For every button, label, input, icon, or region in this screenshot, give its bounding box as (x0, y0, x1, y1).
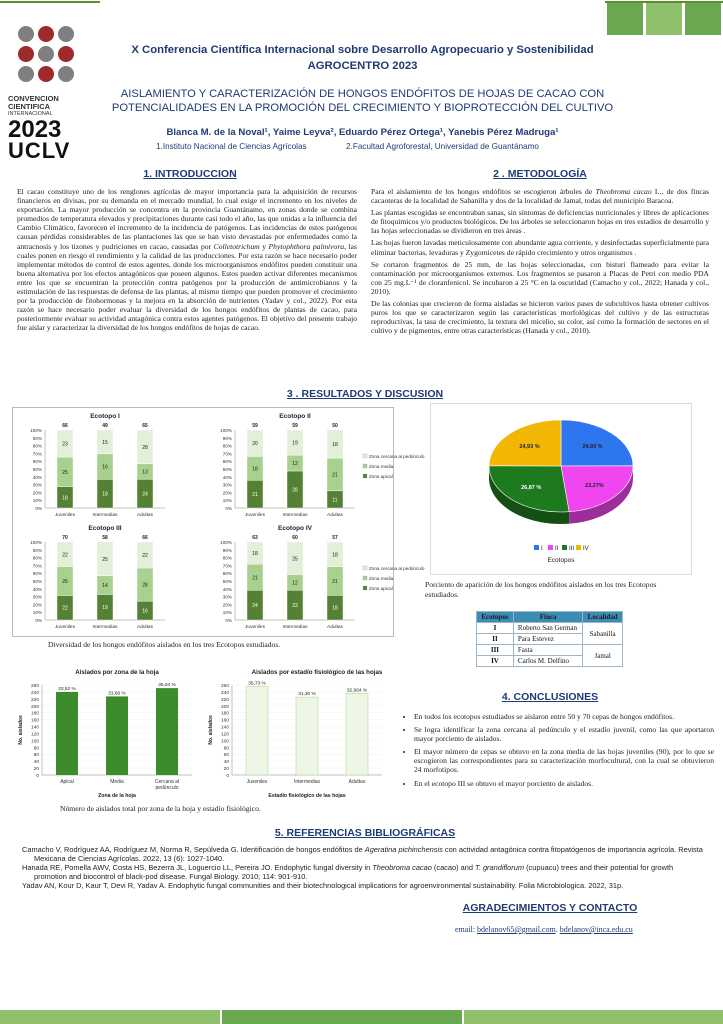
bar-value-label: 15 (102, 439, 108, 446)
y-tick-label: 90% (32, 435, 42, 441)
y-tick-label: 80% (222, 443, 232, 449)
y-tick-label: 260 (220, 684, 229, 689)
y-tick-label: 60% (32, 459, 42, 465)
pie-legend-label: III (569, 546, 575, 552)
ecotopo-title: Ecotopo III (88, 525, 122, 532)
x-tick-label: Intermedias (282, 625, 308, 630)
pie-caption: Porciento de aparición de los hongos endófitos aislados en los tres Ecotopos estudiados. (425, 580, 657, 599)
x-tick-label: Intermedias (293, 779, 321, 785)
y-tick-label: 20% (32, 490, 42, 496)
legend-swatch (363, 474, 367, 478)
y-tick-label: 40% (222, 474, 232, 480)
bar-total-label: 66 (142, 535, 148, 541)
table-row: III Fasta Jamal (477, 645, 623, 656)
y-tick-label: 60 (223, 753, 229, 759)
reference-1: Camacho V, Rodríguez AA, Rodríguez M, Norma R, Sepúlveda G. Identificación de hongos endófitos de Ageratina pichinchensis con actividad antagónica contra fitopatógenos de importancia agrícola. Revista Mexicana de Ciencias Agrícolas. 2022, 13 (6): 1027-1040. (22, 845, 703, 863)
x-tick-label: Adultas (137, 513, 153, 518)
contact-prefix: email: (455, 925, 477, 934)
bar-chart-title: Aislados por zona de la hoja (75, 669, 159, 676)
intro-paragraph: El cacao constituye uno de los renglones agrícolas de mayor importancia para la adquisición de recursos financieros en divisas, por su demanda en el mercado mundial, lo cual exige el incremento en los niveles de exportación. La mayor producción se concentra en la provincia Guantánamo, en zonas donde se combina promedios de temperatura elevados y precipitaciones durante casi todo el año, las que unidas a la influencia del Cambio Climático, favorecen el incremento de la incidencia de patógenos. Las incidencias de estos patógenos causan pérdidas considerables de las plantaciones las que se han visto devastadas por enfermedades como la antracnosis y los tizones y pudriciones en cacao, causadas por Colletotrichum y Phytophthora palmivora, las cuales ponen en riesgo el rendimiento y la calidad de las producciones. Por esta razón se hace necesario poder implementar métodos de control de estos agentes, donde los microorganismos endófitos pueden constituir una buena alternativa por los efectos antagónicos que poseen algunos. Estos pueden activar diferentes mecanismos entre los que se encuentran la protección contra patógenos por la producción de antimicrobianos y la estimulación de las respuestas de defensa de las plantas, al mismo tiempo que pueden promover el crecimiento por la producción de fitohormonas y la mejora en la absorción de nutrientes (Yadav y col., 2022). Por esta razón se hace necesario poder evaluar la diversidad de los hongos endófitos de plantas de cacao, para posteriormente evaluar su actividad antagónica contra estos agentes patógenos. El objetivo del presente trabajo fue aislar y caracterizar la diversidad de los hongos endófitos de hojas de cacao. (17, 187, 357, 333)
bar-value-label: 14 (102, 583, 108, 590)
bar-value-label: 12 (292, 580, 298, 587)
conference-logo (8, 20, 84, 163)
pie-slice-label: 26,87 % (521, 485, 542, 492)
y-tick-label: 100% (220, 540, 232, 545)
y-tick-label: 0 (226, 774, 229, 779)
bar-total-label: 58 (102, 535, 108, 541)
y-tick-label: 10% (32, 498, 42, 504)
x-tick-label: Juveniles (246, 779, 268, 785)
bar-value-label: 22 (62, 605, 68, 612)
pie-legend-swatch (534, 545, 539, 550)
y-tick-label: 180 (30, 711, 39, 717)
y-tick-label: 80% (32, 443, 42, 449)
y-tick-label: 160 (30, 718, 39, 724)
x-tick-label: pedúnculo (155, 785, 179, 791)
table-localidad-2: Jamal (583, 645, 623, 667)
referencias-title: 5. REFERENCIAS BIBLIOGRÁFICAS (274, 827, 456, 839)
bar-value-label: 28 (142, 444, 148, 451)
bar-chart-title: Aislados por estadío fisiológico de las hojas (251, 669, 383, 676)
email-link-1[interactable]: bdelanov65@gmail.com (477, 925, 556, 934)
ecotopos-stacked-charts (13, 408, 425, 636)
y-tick-label: 160 (220, 718, 229, 724)
y-tick-label: 80 (33, 746, 39, 752)
bar-value-label: 22 (142, 553, 148, 559)
y-tick-label: 20 (223, 767, 229, 773)
bar-value-label: 18 (332, 552, 338, 559)
bar-value-label: 18 (102, 491, 108, 498)
bar-data-label: 35,04 % (158, 683, 176, 689)
pie-legend-label: II (555, 546, 559, 552)
x-tick-label: Intermedias (92, 513, 118, 518)
bar-value-label: 20 (252, 441, 258, 448)
bar-value-label: 25 (62, 469, 68, 476)
y-tick-label: 40% (222, 586, 232, 592)
y-tick-label: 70% (222, 563, 232, 569)
footer-green-block-2 (222, 1010, 462, 1024)
bar-value-label: 16 (102, 464, 108, 471)
bar-value-label: 16 (142, 608, 148, 615)
table-row: I Roberto San German Sabanilla (477, 623, 623, 634)
y-tick-label: 140 (30, 725, 39, 731)
y-tick-label: 0% (35, 506, 42, 511)
y-tick-label: 240 (220, 690, 229, 696)
bar-value-label: 21 (252, 575, 258, 582)
y-tick-label: 100% (30, 540, 42, 545)
y-tick-label: 30% (32, 594, 42, 600)
x-tick-label: Juveniles (55, 513, 75, 518)
x-tick-label: Intermedias (282, 513, 308, 518)
affiliation-2: 2.Facultad Agroforestal, Universidad de Guantánamo (346, 142, 539, 151)
ecotopo-title: Ecotopo I (90, 413, 120, 420)
poster-title-line-1: AISLAMIENTO Y CARACTERIZACIÓN DE HONGOS ENDÓFITOS DE HOJAS DE CACAO CON (120, 88, 605, 100)
footer-green-block-3 (464, 1010, 723, 1024)
pie-slice-label: 24,93 % (519, 443, 540, 450)
conclusiones-title: 4. CONCLUSIONES (501, 691, 599, 703)
y-tick-label: 0% (225, 618, 232, 623)
aislados-bar-chart (18, 669, 192, 799)
x-tick-label: Media (110, 779, 124, 785)
legend-swatch (363, 576, 367, 580)
footer-green-block-1 (0, 1010, 220, 1024)
bar-total-label: 59 (292, 423, 298, 429)
pie-legend-title: Ecotopos (547, 557, 575, 564)
aislados-bar-chart (208, 669, 383, 799)
bar-total-label: 70 (62, 535, 68, 541)
logo-org: UCLV (8, 138, 71, 163)
bar-value-label: 18 (332, 442, 338, 449)
y-tick-label: 40 (33, 760, 39, 766)
bar (296, 697, 318, 775)
y-tick-label: 40 (223, 760, 229, 766)
table-header-finca: Finca (513, 612, 582, 623)
y-tick-label: 10% (32, 610, 42, 616)
logo-line-1: CONVENCION (8, 94, 59, 103)
aislados-bar-charts (12, 663, 397, 801)
y-tick-label: 30% (32, 482, 42, 488)
y-tick-label: 180 (220, 711, 229, 717)
bar-value-label: 19 (102, 605, 108, 612)
bar-value-label: 18 (252, 466, 258, 473)
bar-value-label: 28 (142, 582, 148, 589)
y-axis-label: No. aislados (18, 715, 24, 745)
bar-value-label: 22 (62, 552, 68, 559)
conclusion-item: • En el ecotopo III se obtuvo el mayor porciento de aislados. (414, 779, 714, 788)
bar-value-label: 18 (252, 551, 258, 558)
y-tick-label: 50% (222, 579, 232, 584)
bar-total-label: 50 (332, 423, 338, 429)
bar-total-label: 60 (292, 535, 298, 541)
ecotopos-table (476, 611, 623, 667)
table-localidad-1: Sabanilla (583, 623, 623, 645)
y-tick-label: 100% (30, 428, 42, 433)
bar-caption: Número de aislados total por zona de la hoja y estadío fisiológico. (60, 804, 261, 813)
y-tick-label: 200 (30, 704, 39, 710)
pie-legend-swatch (548, 545, 553, 550)
conclusion-item: • Se logra identificar la zona cercana al pedúnculo y el estadío juvenil, como las que aportaron mayor porciento de aislados. (414, 725, 714, 743)
bar-value-label: 21 (332, 472, 338, 479)
bar-data-label: 31,30 % (298, 692, 316, 698)
conference-name: X Conferencia Científica Internacional sobre Desarrollo Agropecuario y Sostenibilidad (131, 44, 594, 56)
bar-data-label: 31,66 % (108, 691, 126, 697)
y-tick-label: 70% (32, 451, 42, 457)
y-tick-label: 80% (222, 555, 232, 561)
pie-slice-label: 23,27% (585, 482, 604, 489)
x-axis-label: Estadío fisiológico de las hojas (268, 793, 346, 799)
header-green-block-right-1 (607, 3, 643, 35)
y-tick-label: 30% (222, 594, 232, 600)
metodo-text (371, 187, 709, 338)
pie-legend-swatch (576, 545, 581, 550)
y-tick-label: 60% (222, 459, 232, 465)
x-tick-label: Intermedias (92, 625, 118, 630)
y-tick-label: 20% (32, 602, 42, 608)
x-tick-label: Juveniles (245, 513, 265, 518)
intro-text (17, 187, 357, 336)
y-tick-label: 80 (223, 746, 229, 752)
references-list (22, 845, 707, 890)
logo-year: 2023 (8, 116, 62, 143)
bar-value-label: 11 (332, 497, 338, 504)
y-tick-label: 120 (220, 732, 229, 738)
bar-value-label: 28 (292, 487, 298, 494)
legend-label: Zona media (369, 576, 394, 581)
y-tick-label: 240 (30, 690, 39, 696)
bar-data-label: 35,73 % (248, 681, 266, 687)
y-tick-label: 60% (222, 571, 232, 577)
poster-title-line-2: POTENCIALIDADES EN LA PROMOCIÓN DEL CRECIMIENTO Y BIOPROTECCIÓN DEL CULTIVO (111, 102, 614, 114)
conclusion-item: • En todos los ecotopos estudiados se aislaron entre 50 y 70 cepas de hongos endófitos. (414, 712, 714, 721)
table-row: IV Carlos M. Delfino (477, 656, 623, 667)
y-tick-label: 50% (32, 467, 42, 472)
bar-total-label: 59 (252, 423, 258, 429)
legend-swatch (363, 566, 367, 570)
y-tick-label: 220 (220, 697, 229, 703)
x-tick-label: Juveniles (245, 625, 265, 630)
metodo-paragraph-5: De las colonias que crecieron de forma aisladas se hicieron varios pases de subcultivos hasta obtener cultivos puros los que se caracterizaron según las características morfológicas del cultivo y de las estructuras reproductivas, la tasa de crecimiento, la textura del micelio, su color, así como la formación de sectores en el cultivo y de pigmentos, entre otras características (Hanada y col., 2010). (371, 299, 709, 336)
bar-charts-panel (12, 663, 397, 801)
legend-label: Zona apical (369, 586, 393, 591)
logo-line-3: INTERNACIONAL (8, 111, 53, 117)
x-tick-label: Adultas (137, 625, 153, 630)
y-tick-label: 90% (222, 547, 232, 553)
metodo-title: 2 . METODOLOGÍA (493, 168, 587, 180)
conclusiones-list (400, 712, 714, 792)
bar-total-label: 65 (142, 423, 148, 429)
metodo-paragraph-1: Para el aislamiento de los hongos endófitos se escogieron árboles de Theobroma cacao L., de dos fincas cacaoteras de la localidad de Sabanilla y dos de la localidad de Jamal, todas del municipio Baracoa. (371, 187, 709, 206)
authors: Blanca M. de la Noval¹, Yaime Leyva², Eduardo Pérez Ortega¹, Yanebis Pérez Madruga¹ (166, 127, 559, 138)
ecotopo-panel (30, 413, 165, 518)
ecotopos-caption: Diversidad de los hongos endófitos aislados en los tres Ecotopos estudiados. (48, 640, 281, 649)
x-tick-label: Cercana al (154, 779, 180, 785)
bar-value-label: 24 (142, 491, 148, 498)
x-tick-label: Juveniles (55, 625, 75, 630)
table-row: II Para Estevez (477, 634, 623, 645)
bar-value-label: 21 (252, 492, 258, 499)
y-tick-label: 70% (222, 451, 232, 457)
x-axis-label: Zona de la hoja (98, 793, 136, 799)
y-tick-label: 40% (32, 474, 42, 480)
metodo-paragraph-2: Las plantas escogidas se encontraban sanas, sin síntomas de deficiencias nutricionales y libres de aplicaciones de fitoquímicos y/o productos biológicos. De los árboles se seleccionaron hojas en tres estadios de desarrollo y las hojas seleccionadas se dividieron en tres áreas . (371, 208, 709, 236)
table-header-localidad: Localidad (583, 612, 623, 623)
bar-value-label: 13 (142, 469, 148, 476)
bar-value-label: 23 (292, 603, 298, 610)
bar-value-label: 25 (292, 556, 298, 563)
resultados-title: 3 . RESULTADOS Y DISCUSION (286, 388, 444, 400)
bar (246, 686, 268, 775)
y-tick-label: 40% (32, 586, 42, 592)
header-green-block-right-3 (685, 3, 721, 35)
bar (106, 696, 128, 775)
affiliation-1: 1.Instituto Nacional de Ciencias Agrícolas (156, 142, 307, 151)
y-tick-label: 10% (222, 610, 232, 616)
metodo-paragraph-3: Las hojas fueron lavadas meticulosamente con abundante agua corriente, y desinfectadas superficialmente para eliminar bacterias, levaduras y Zygomicetes de rápido crecimiento y otros organismos . (371, 238, 709, 257)
x-tick-label: Adultas (327, 513, 343, 518)
y-tick-label: 100 (30, 739, 39, 745)
y-tick-label: 200 (220, 704, 229, 710)
ecotopo-panel (30, 525, 165, 630)
legend-label: Zona apical (369, 474, 393, 479)
bar-total-label: 57 (332, 535, 338, 541)
y-tick-label: 0 (36, 774, 39, 779)
header-green-block-right-2 (646, 3, 682, 35)
y-tick-label: 90% (32, 547, 42, 553)
bar-value-label: 19 (292, 440, 298, 447)
bar-value-label: 24 (252, 603, 258, 610)
y-tick-label: 30% (222, 482, 232, 488)
pie-legend-label: IV (583, 546, 589, 552)
y-tick-label: 0% (35, 618, 42, 623)
y-tick-label: 90% (222, 435, 232, 441)
x-tick-label: Adultas (348, 779, 366, 785)
reference-2: Hanada RE, Pomella AWV, Costa HS, Bezerra JL, Loguercio LL, Pereira JO. Endophytic fungal diversity in Theobroma cacao (cacao) and T. grandiflorum (cupuacu) trees and their potential for growth promotion and biocontrol of black-pod disease. Fungal Biology. 2010; 114: 901-910. (22, 863, 674, 881)
y-tick-label: 70% (32, 563, 42, 569)
bar-value-label: 18 (332, 605, 338, 612)
y-tick-label: 10% (222, 498, 232, 504)
x-tick-label: Apical (60, 779, 74, 785)
y-tick-label: 0% (225, 506, 232, 511)
pie-slice-label: 24,93 % (582, 443, 603, 450)
legend-label: Zona cercana al pedúnculo (369, 454, 425, 459)
ecotopos-pie-chart (431, 404, 691, 574)
legend-swatch (363, 586, 367, 590)
y-tick-label: 100% (220, 428, 232, 433)
y-tick-label: 140 (220, 725, 229, 731)
bar-value-label: 25 (102, 556, 108, 563)
bar-data-label: 32,964 % (346, 688, 368, 694)
y-tick-label: 60 (33, 753, 39, 759)
y-tick-label: 20 (33, 767, 39, 773)
conference-subname: AGROCENTRO 2023 (307, 60, 418, 72)
pie-chart-panel (430, 403, 692, 575)
pie-legend-swatch (562, 545, 567, 550)
y-tick-label: 50% (222, 467, 232, 472)
y-tick-label: 60% (32, 571, 42, 577)
legend-swatch (363, 464, 367, 468)
bar-value-label: 12 (292, 461, 298, 468)
logo-circles-graphic (8, 20, 84, 90)
x-tick-label: Adultas (327, 625, 343, 630)
bar (156, 688, 178, 775)
y-tick-label: 80% (32, 555, 42, 561)
ecotopo-panel (220, 413, 425, 518)
header-green-block-left (100, 0, 605, 36)
ecotopo-title: Ecotopo IV (278, 525, 312, 532)
y-tick-label: 220 (30, 697, 39, 703)
bar-value-label: 18 (62, 495, 68, 502)
bar (346, 693, 368, 775)
agradecimientos-title: AGRADECIMIENTOS Y CONTACTO (462, 902, 638, 914)
bar-value-label: 21 (332, 579, 338, 585)
conclusion-item: • El mayor número de cepas se obtuvo en la zona media de las hojas juveniles (90), por lo que se escogieron las correspondientes para su caracterización morfocultural, con la cual se obtuvieron 24 morfotipos. (414, 747, 714, 774)
pie-legend-label: I (541, 546, 543, 552)
ecotopos-chart-panel (12, 407, 425, 637)
reference-3: Yadav AN, Kour D, Kaur T, Devi R, Yadav A. Endophytic fungal communities and their biotechnological implications for agroenvironmental sustainability. Folia Microbiologica. 2022, 31p. (22, 881, 624, 890)
legend-swatch (363, 454, 367, 458)
logo-line-2: CIENTIFICA (8, 102, 51, 111)
bar-total-label: 49 (102, 423, 108, 429)
metodo-paragraph-4: Se cortaron fragmentos de 25 mm, de las hojas seleccionadas, con bisturí flameado para evitar la contaminación por microorganismos externos. Los fragmentos se pasaron a Placas de Petri con medio PDA con 25 mg.L⁻¹ de cloranfenicol. Se incubaron a 25 °C en la oscuridad (Camacho y col., 2022; Hanada y col., 2010). (371, 259, 709, 296)
y-tick-label: 20% (222, 490, 232, 496)
legend-label: Zona media (369, 464, 394, 469)
ecotopo-title: Ecotopo II (279, 413, 311, 420)
intro-title: 1. INTRODUCCION (143, 168, 237, 180)
legend-label: Zona cercana al pedúnculo (369, 566, 425, 571)
bar-value-label: 23 (62, 441, 68, 448)
table-header-ecotopos: Ecotopos (477, 612, 514, 623)
bar-data-label: 33,52 % (58, 686, 76, 692)
email-link-2[interactable]: bdelanov@inca.edu.cu (559, 925, 633, 934)
bar-total-label: 66 (62, 423, 68, 429)
y-tick-label: 120 (30, 732, 39, 738)
y-tick-label: 100 (220, 739, 229, 745)
y-tick-label: 20% (222, 602, 232, 608)
y-axis-label: No. aislados (208, 715, 214, 745)
y-tick-label: 260 (30, 684, 39, 689)
bar-total-label: 63 (252, 535, 258, 541)
bar-value-label: 26 (62, 579, 68, 585)
y-tick-label: 50% (32, 579, 42, 584)
ecotopo-panel (220, 525, 425, 630)
contact-emails: email: bdelanov65@gmail.com. bdelanov@inca.edu.cu (455, 925, 633, 934)
bar (56, 692, 78, 775)
